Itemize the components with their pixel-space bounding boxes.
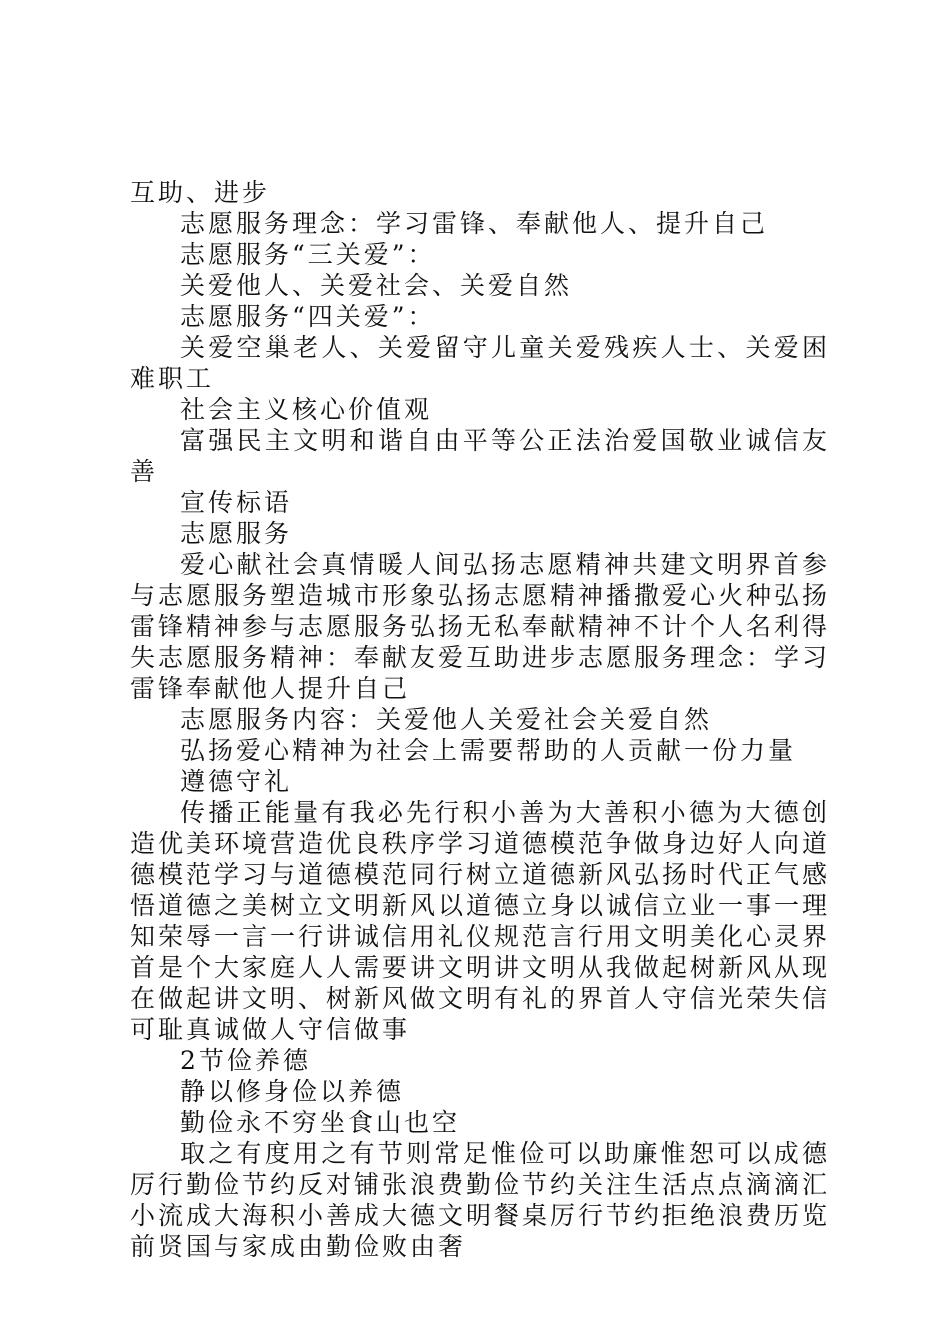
paragraph-thrift-slogans: 取之有度用之有节则常足惟俭可以助廉惟恕可以成德厉行勤俭节约反对铺张浪费勤俭节约关注生活点点滴滴汇小流成大海积小善成大德文明餐桌厉行节约拒绝浪费历览前贤国与家成由勤俭败由奢 — [130, 1139, 831, 1261]
paragraph-thrift-heading: 2节俭养德 — [180, 1046, 311, 1075]
paragraph-four-cares: 关爱空巢老人、关爱留守儿童关爱残疾人士、关爱困难职工 — [130, 333, 830, 393]
paragraph-slogans-heading: 宣传标语 — [180, 488, 293, 517]
document-body — [130, 177, 830, 1262]
paragraph-core-values: 富强民主文明和谐自由平等公正法治爱国敬业诚信友善 — [130, 426, 830, 486]
paragraph-four-cares-heading: 志愿服务“四关爱”： — [180, 302, 436, 331]
paragraph-service-content: 志愿服务内容：关爱他人关爱社会关爱自然 — [180, 705, 713, 734]
paragraph-volunteer-heading: 志愿服务 — [180, 519, 293, 548]
paragraph-thrift-motto-1: 静以修身俭以养德 — [180, 1077, 405, 1106]
paragraph-morality-slogans: 传播正能量有我必先行积小善为大善积小德为大德创造优美环境营造优良秩序学习道德模范争做身边好人向道德模范学习与道德模范同行树立道德新风弘扬时代正气感悟道德之美树立文明新风以道德立身以诚信立业一事一理知荣辱一言一行讲诚信用礼仪规范言行用文明美化心灵界首是个大家庭人人需要讲文明讲文明从我做起树新风从现在做起讲文明、树新风做文明有礼的界首人守信光荣失信可耻真诚做人守信做事 — [130, 798, 831, 1044]
paragraph-three-cares-heading: 志愿服务“三关爱”： — [180, 240, 436, 269]
paragraph-volunteer-slogans: 爱心献社会真情暖人间弘扬志愿精神共建文明界首参与志愿服务塑造城市形象弘扬志愿精神播撒爱心火种弘扬雷锋精神参与志愿服务弘扬无私奉献精神不计个人名利得失志愿服务精神：奉献友爱互助进步志愿服务理念：学习雷锋奉献他人提升自己 — [130, 550, 831, 703]
paragraph-service-concept: 志愿服务理念：学习雷锋、奉献他人、提升自己 — [180, 209, 769, 238]
paragraph-continuation: 互助、进步 — [130, 178, 271, 207]
paragraph-three-cares: 关爱他人、关爱社会、关爱自然 — [180, 271, 573, 300]
paragraph-love-spirit: 弘扬爱心精神为社会上需要帮助的人贡献一份力量 — [180, 736, 797, 765]
paragraph-thrift-motto-2: 勤俭永不穷坐食山也空 — [180, 1108, 461, 1137]
paragraph-morality-heading: 遵德守礼 — [180, 767, 293, 796]
paragraph-core-values-heading: 社会主义核心价值观 — [180, 395, 433, 424]
